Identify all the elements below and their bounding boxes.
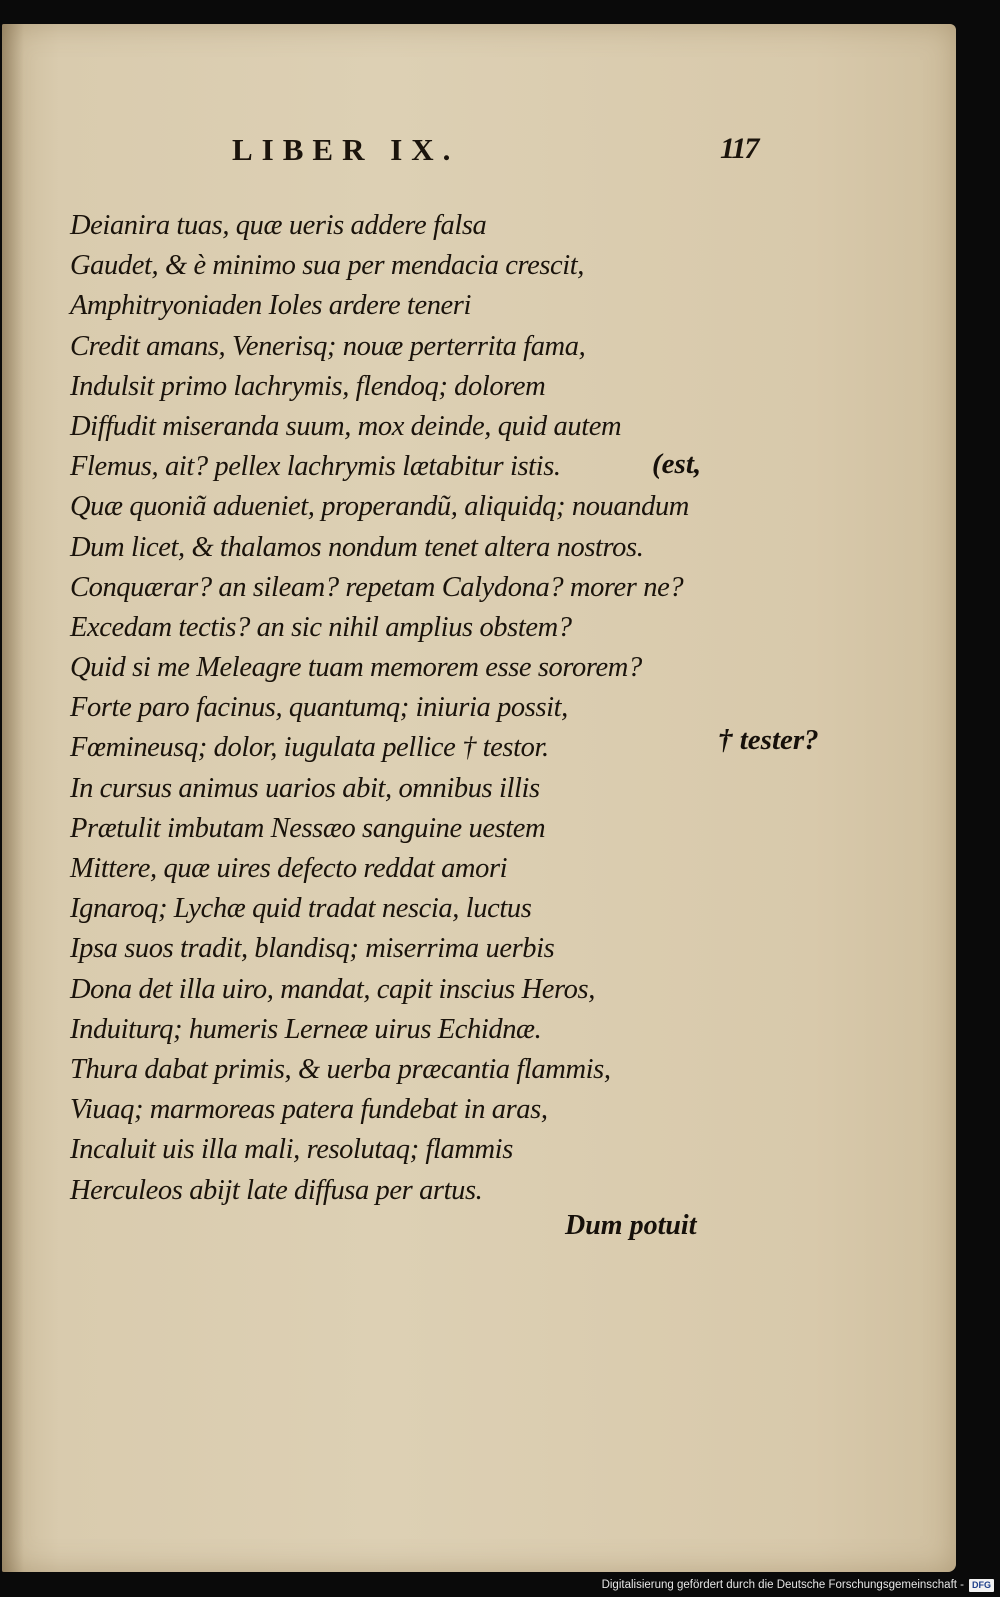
verse-line: Thura dabat primis, & uerba præcantia flammis,	[70, 1053, 611, 1085]
verse-line: Diffudit miseranda suum, mox deinde, quid autem	[70, 410, 622, 442]
verse-line: Ipsa suos tradit, blandisq; miserrima uerbis	[70, 933, 555, 965]
verse-line: Mittere, quæ uires defecto reddat amori	[70, 853, 508, 884]
verse-line: Indulsit primo lachrymis, flendoq; dolorem	[70, 370, 546, 402]
verse-line: Dona det illa uiro, mandat, capit inscius Heros,	[70, 973, 595, 1005]
dfg-logo: DFG	[969, 1579, 994, 1592]
verse-line: Flemus, ait? pellex lachrymis lætabitur istis.	[70, 451, 561, 483]
verse-line: Excedam tectis? an sic nihil amplius obstem?	[70, 611, 572, 643]
verse-line: Herculeos abijt late diffusa per artus.	[70, 1174, 483, 1206]
running-head	[2, 132, 956, 182]
verse-line: Amphitryoniaden Ioles ardere teneri	[70, 290, 472, 322]
folio-number: 117	[720, 132, 758, 165]
verse-line: In cursus animus uarios abit, omnibus illis	[70, 772, 540, 804]
verse-line: Viuaq; marmoreas patera fundebat in aras,	[70, 1094, 548, 1126]
verse-line: Dum licet, & thalamos nondum tenet altera nostros.	[70, 531, 644, 563]
verse-line: Fœmineusq; dolor, iugulata pellice † testor.	[70, 732, 549, 764]
verse-block	[70, 206, 830, 1211]
verse-line: Quid si me Meleagre tuam memorem esse sororem?	[70, 652, 642, 684]
book-page	[2, 24, 956, 1572]
margin-note-tester: † tester?	[718, 724, 819, 756]
credit-text: Digitalisierung gefördert durch die Deutsche Forschungsgemeinschaft -	[601, 1579, 964, 1591]
running-head-title: LIBER IX.	[232, 132, 460, 167]
verse-line: Induiturq; humeris Lerneæ uirus Echidnæ.	[70, 1013, 542, 1045]
catchword: Dum potuit	[565, 1210, 697, 1241]
verse-line: Deianira tuas, quæ ueris addere falsa	[70, 210, 487, 241]
verse-line: Prætulit imbutam Nessæo sanguine uestem	[70, 812, 546, 844]
verse-line: Forte paro facinus, quantumq; iniuria possit,	[70, 692, 568, 724]
verse-line: Credit amans, Venerisq; nouæ perterrita fama,	[70, 330, 586, 362]
verse-line: Conquærar? an sileam? repetam Calydona? morer ne?	[70, 571, 684, 603]
verse-line: Quæ quoniã adueniet, properandũ, aliquidq; nouandum	[70, 491, 689, 523]
verse-line: Incaluit uis illa mali, resolutaq; flammis	[70, 1134, 513, 1166]
verse-line: Gaudet, & è minimo sua per mendacia crescit,	[70, 250, 585, 282]
verse-line: Ignaroq; Lychæ quid tradat nescia, luctus	[70, 893, 532, 925]
digitization-credit	[602, 1576, 994, 1594]
margin-note-est: (est,	[652, 448, 702, 480]
